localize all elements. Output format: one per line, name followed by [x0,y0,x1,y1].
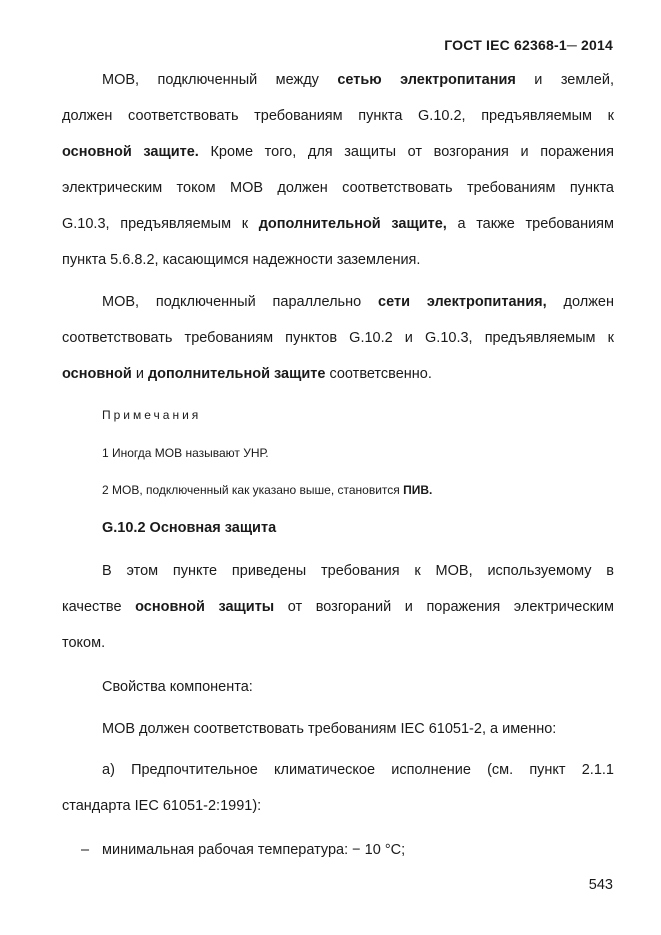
paragraph-line: основной защите. Кроме того, для защиты от возгорания и поражения [62,144,614,160]
paragraph-4 [62,669,614,705]
note-1: 1 Иногда МОВ называют УНР. [102,446,269,460]
paragraph-line: пункта 5.6.8.2, касающимся надежности заземления. [62,252,421,268]
paragraph-line: соответствовать требованиям пунктов G.10.2 и G.10.3, предъявляемым к [62,330,614,346]
paragraph-3 [62,553,614,661]
paragraph-line: стандарта IEC 61051-2:1991): [62,798,262,814]
paragraph-line: МОВ должен соответствовать требованиям IEC 61051-2, а именно: [102,721,557,737]
paragraph-5 [62,711,614,747]
paragraph-2 [62,284,614,392]
paragraph-6 [62,752,614,824]
list-item: минимальная рабочая температура: − 10 °С; [102,842,406,858]
paragraph-line: МОВ, подключенный между сетью электропитания и землей, [102,72,614,88]
paragraph-line: МОВ, подключенный параллельно сети электропитания, должен [102,294,614,310]
paragraph-line: В этом пункте приведены требования к МОВ, используемому в [102,563,614,579]
section-heading: G.10.2 Основная защита [102,520,277,536]
document-header: ГОСТ IEC 62368-1─ 2014 [444,37,613,53]
paragraph-line: током. [62,635,106,651]
paragraph-line: качестве основной защиты от возгораний и поражения электрическим [62,599,615,615]
paragraph-1 [62,62,614,278]
paragraph-line: Свойства компонента: [102,679,253,695]
notes-title: Примечания [102,408,202,422]
list-dash: – [81,842,90,858]
paragraph-line: основной и дополнительной защите соответсвенно. [62,366,432,382]
page-number: 543 [588,877,613,893]
note-2: 2 МОВ, подключенный как указано выше, становится ПИВ. [102,483,433,497]
paragraph-line: должен соответствовать требованиям пункта G.10.2, предъявляемым к [62,108,614,124]
paragraph-line: а) Предпочтительное климатическое исполнение (см. пункт 2.1.1 [102,762,614,778]
paragraph-line: электрическим током МОВ должен соответствовать требованиям пункта [62,180,614,196]
paragraph-line: G.10.3, предъявляемым к дополнительной защите, а также требованиям [62,216,615,232]
